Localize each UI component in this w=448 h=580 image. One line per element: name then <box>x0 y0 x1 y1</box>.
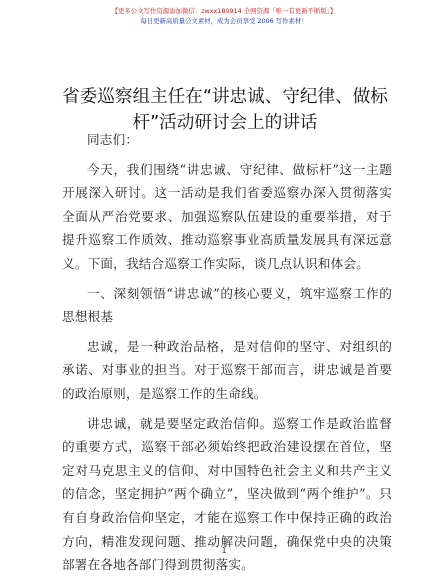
page-number: 1 <box>221 546 227 555</box>
document-body <box>62 128 392 577</box>
promo-line-1: 【更多公文写作资源添加微信：zwxx180914 全网资源「唯一有更新不断版」】 <box>111 7 337 15</box>
document-title: 省委巡察组主任在“讲忠诚、守纪律、做标杆”活动研讨会上的讲话 <box>62 87 388 133</box>
salutation: 同志们： <box>87 132 139 147</box>
promo-banner <box>0 6 448 26</box>
paragraph: 今天，我们围绕“讲忠诚、守纪律、做标杆”这一主题开展深入研讨。这一活动是我们省委巡察办深入贯彻落实全面从严治党要求、加强巡察队伍建设的重要举措，对于提升巡察工作质效、推动巡察事业高质量发展具有深远意义。下面，我结合巡察工作实际，谈几点认识和体会。 <box>62 161 392 271</box>
paragraph: 讲忠诚，就是要坚定政治信仰。巡察工作是政治监督的重要方式，巡察干部必须始终把政治建设摆在首位，坚定对马克思主义的信仰、对中国特色社会主义和共产主义的信念，坚定拥护“两个确立”，坚决做到“两个维护”。只有自身政治信仰坚定，才能在巡察工作中保持正确的政治方向，精准发现问题、推动解决问题，确保党中央的决策部署在各地各部门得到贯彻落实。 <box>62 415 392 573</box>
section-heading: 一、深刻领悟“讲忠诚”的核心要义，筑牢巡察工作的思想根基 <box>62 285 392 325</box>
promo-line-2: 每日更新高质量公文素材，成为会员享受 2006 写作素材！ <box>140 17 308 25</box>
paragraph: 忠诚，是一种政治品格，是对信仰的坚守、对组织的承诺、对事业的担当。对于巡察干部而言，讲忠诚是首要的政治原则，是巡察工作的生命线。 <box>62 338 392 401</box>
